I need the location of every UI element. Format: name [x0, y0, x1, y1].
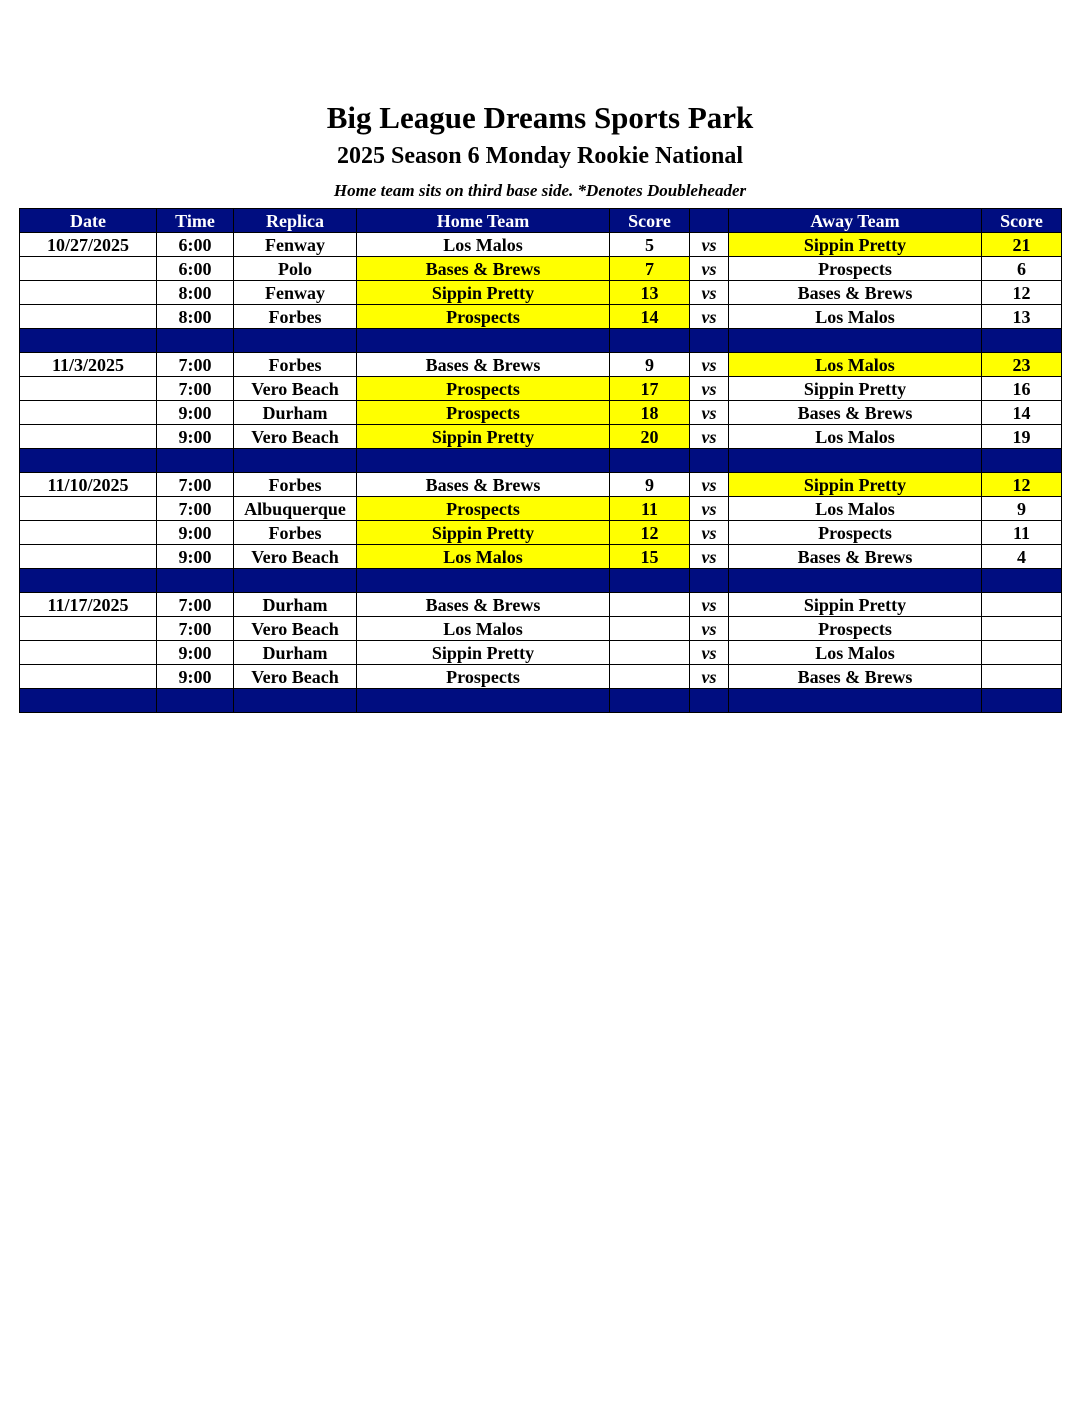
- away-score-cell: 21: [982, 233, 1062, 257]
- col-header-home-score: Score: [610, 209, 690, 233]
- time-cell: 9:00: [157, 425, 234, 449]
- col-header-date: Date: [20, 209, 157, 233]
- separator-cell: [729, 329, 982, 353]
- game-row: [20, 257, 1062, 281]
- header-row: [20, 209, 1062, 233]
- col-header-home-team: Home Team: [357, 209, 610, 233]
- home-team-cell: Sippin Pretty: [357, 521, 610, 545]
- page-title: Big League Dreams Sports Park: [326, 100, 754, 135]
- separator-cell: [357, 329, 610, 353]
- time-cell: 9:00: [157, 545, 234, 569]
- col-header-time: Time: [157, 209, 234, 233]
- replica-cell: Durham: [234, 593, 357, 617]
- separator-cell: [610, 569, 690, 593]
- game-row: [20, 497, 1062, 521]
- separator-cell: [234, 569, 357, 593]
- away-score-cell: 4: [982, 545, 1062, 569]
- week-separator-row: [20, 329, 1062, 353]
- replica-cell: Durham: [234, 641, 357, 665]
- date-cell: [20, 281, 157, 305]
- separator-cell: [982, 449, 1062, 473]
- separator-cell: [20, 449, 157, 473]
- replica-cell: Forbes: [234, 305, 357, 329]
- separator-cell: [690, 329, 729, 353]
- home-team-cell: Los Malos: [357, 545, 610, 569]
- home-score-cell: 17: [610, 377, 690, 401]
- date-cell: [20, 665, 157, 689]
- replica-cell: Vero Beach: [234, 425, 357, 449]
- separator-cell: [234, 689, 357, 713]
- vs-cell: vs: [690, 377, 729, 401]
- away-score-cell: 11: [982, 521, 1062, 545]
- vs-cell: vs: [690, 281, 729, 305]
- vs-cell: vs: [690, 497, 729, 521]
- date-cell: [20, 377, 157, 401]
- vs-cell: vs: [690, 305, 729, 329]
- date-cell: 11/10/2025: [20, 473, 157, 497]
- time-cell: 7:00: [157, 377, 234, 401]
- week-separator-row: [20, 689, 1062, 713]
- week-separator-row: [20, 449, 1062, 473]
- replica-cell: Durham: [234, 401, 357, 425]
- away-team-cell: Prospects: [729, 257, 982, 281]
- away-score-cell: 13: [982, 305, 1062, 329]
- separator-cell: [357, 569, 610, 593]
- away-team-cell: Los Malos: [729, 353, 982, 377]
- game-row: [20, 401, 1062, 425]
- date-cell: [20, 305, 157, 329]
- home-score-cell: 5: [610, 233, 690, 257]
- away-team-cell: Los Malos: [729, 641, 982, 665]
- date-cell: [20, 401, 157, 425]
- time-cell: 7:00: [157, 617, 234, 641]
- home-score-cell: [610, 665, 690, 689]
- time-cell: 8:00: [157, 305, 234, 329]
- replica-cell: Fenway: [234, 281, 357, 305]
- home-team-cell: Sippin Pretty: [357, 425, 610, 449]
- home-score-cell: 14: [610, 305, 690, 329]
- time-cell: 7:00: [157, 593, 234, 617]
- separator-cell: [982, 689, 1062, 713]
- home-score-cell: [610, 617, 690, 641]
- game-row: [20, 617, 1062, 641]
- game-row: [20, 641, 1062, 665]
- home-score-cell: 9: [610, 473, 690, 497]
- col-header-away-score: Score: [982, 209, 1062, 233]
- separator-cell: [690, 569, 729, 593]
- away-score-cell: [982, 641, 1062, 665]
- away-score-cell: 23: [982, 353, 1062, 377]
- home-score-cell: 20: [610, 425, 690, 449]
- game-row: [20, 593, 1062, 617]
- separator-cell: [610, 329, 690, 353]
- separator-cell: [157, 689, 234, 713]
- time-cell: 6:00: [157, 233, 234, 257]
- separator-cell: [20, 689, 157, 713]
- time-cell: 7:00: [157, 497, 234, 521]
- time-cell: 7:00: [157, 473, 234, 497]
- home-team-cell: Prospects: [357, 305, 610, 329]
- vs-cell: vs: [690, 233, 729, 257]
- replica-cell: Forbes: [234, 353, 357, 377]
- away-team-cell: Bases & Brews: [729, 401, 982, 425]
- away-team-cell: Sippin Pretty: [729, 377, 982, 401]
- away-team-cell: Bases & Brews: [729, 665, 982, 689]
- home-team-cell: Los Malos: [357, 617, 610, 641]
- game-row: [20, 521, 1062, 545]
- home-score-cell: 11: [610, 497, 690, 521]
- separator-cell: [157, 449, 234, 473]
- time-cell: 9:00: [157, 401, 234, 425]
- separator-cell: [982, 569, 1062, 593]
- game-row: [20, 545, 1062, 569]
- home-score-cell: 7: [610, 257, 690, 281]
- home-team-cell: Bases & Brews: [357, 473, 610, 497]
- time-cell: 9:00: [157, 641, 234, 665]
- separator-cell: [610, 689, 690, 713]
- separator-cell: [690, 689, 729, 713]
- col-header-vs: [690, 209, 729, 233]
- away-team-cell: Sippin Pretty: [729, 233, 982, 257]
- replica-cell: Forbes: [234, 473, 357, 497]
- date-cell: [20, 641, 157, 665]
- separator-cell: [729, 449, 982, 473]
- separator-cell: [729, 569, 982, 593]
- home-team-cell: Prospects: [357, 377, 610, 401]
- separator-cell: [20, 329, 157, 353]
- vs-cell: vs: [690, 665, 729, 689]
- home-team-cell: Prospects: [357, 665, 610, 689]
- col-header-replica: Replica: [234, 209, 357, 233]
- separator-cell: [729, 689, 982, 713]
- date-cell: 10/27/2025: [20, 233, 157, 257]
- home-score-cell: 15: [610, 545, 690, 569]
- away-score-cell: 14: [982, 401, 1062, 425]
- away-team-cell: Los Malos: [729, 425, 982, 449]
- date-cell: [20, 545, 157, 569]
- away-team-cell: Sippin Pretty: [729, 473, 982, 497]
- home-team-cell: Bases & Brews: [357, 353, 610, 377]
- col-header-away-team: Away Team: [729, 209, 982, 233]
- home-score-cell: [610, 641, 690, 665]
- home-score-cell: 12: [610, 521, 690, 545]
- away-score-cell: [982, 665, 1062, 689]
- time-cell: 6:00: [157, 257, 234, 281]
- replica-cell: Vero Beach: [234, 665, 357, 689]
- separator-cell: [157, 569, 234, 593]
- replica-cell: Albuquerque: [234, 497, 357, 521]
- vs-cell: vs: [690, 593, 729, 617]
- vs-cell: vs: [690, 425, 729, 449]
- away-team-cell: Prospects: [729, 521, 982, 545]
- replica-cell: Fenway: [234, 233, 357, 257]
- away-team-cell: Bases & Brews: [729, 545, 982, 569]
- home-team-cell: Prospects: [357, 401, 610, 425]
- game-row: [20, 425, 1062, 449]
- separator-cell: [157, 329, 234, 353]
- away-score-cell: 9: [982, 497, 1062, 521]
- game-row: [20, 665, 1062, 689]
- separator-cell: [234, 449, 357, 473]
- away-team-cell: Los Malos: [729, 305, 982, 329]
- replica-cell: Vero Beach: [234, 617, 357, 641]
- separator-cell: [234, 329, 357, 353]
- away-score-cell: 16: [982, 377, 1062, 401]
- vs-cell: vs: [690, 473, 729, 497]
- separator-cell: [357, 689, 610, 713]
- separator-cell: [982, 329, 1062, 353]
- date-cell: [20, 617, 157, 641]
- home-team-cell: Bases & Brews: [357, 593, 610, 617]
- time-cell: 8:00: [157, 281, 234, 305]
- away-team-cell: Bases & Brews: [729, 281, 982, 305]
- replica-cell: Polo: [234, 257, 357, 281]
- home-score-cell: 18: [610, 401, 690, 425]
- away-score-cell: 12: [982, 473, 1062, 497]
- vs-cell: vs: [690, 641, 729, 665]
- away-score-cell: [982, 617, 1062, 641]
- game-row: [20, 305, 1062, 329]
- game-row: [20, 281, 1062, 305]
- away-score-cell: [982, 593, 1062, 617]
- home-team-cell: Prospects: [357, 497, 610, 521]
- date-cell: [20, 425, 157, 449]
- date-cell: [20, 257, 157, 281]
- replica-cell: Vero Beach: [234, 545, 357, 569]
- away-team-cell: Prospects: [729, 617, 982, 641]
- away-team-cell: Los Malos: [729, 497, 982, 521]
- time-cell: 9:00: [157, 665, 234, 689]
- date-cell: 11/17/2025: [20, 593, 157, 617]
- home-score-cell: 9: [610, 353, 690, 377]
- vs-cell: vs: [690, 401, 729, 425]
- away-score-cell: 12: [982, 281, 1062, 305]
- game-row: [20, 353, 1062, 377]
- vs-cell: vs: [690, 617, 729, 641]
- home-team-cell: Sippin Pretty: [357, 281, 610, 305]
- replica-cell: Forbes: [234, 521, 357, 545]
- game-row: [20, 233, 1062, 257]
- away-team-cell: Sippin Pretty: [729, 593, 982, 617]
- vs-cell: vs: [690, 257, 729, 281]
- schedule-body: [20, 233, 1062, 713]
- home-team-cell: Sippin Pretty: [357, 641, 610, 665]
- game-row: [20, 473, 1062, 497]
- vs-cell: vs: [690, 545, 729, 569]
- schedule-note: Home team sits on third base side. *Denotes Doubleheader: [333, 181, 747, 200]
- date-cell: [20, 497, 157, 521]
- game-row: [20, 377, 1062, 401]
- home-team-cell: Bases & Brews: [357, 257, 610, 281]
- home-score-cell: 13: [610, 281, 690, 305]
- time-cell: 9:00: [157, 521, 234, 545]
- separator-cell: [690, 449, 729, 473]
- vs-cell: vs: [690, 521, 729, 545]
- away-score-cell: 6: [982, 257, 1062, 281]
- date-cell: [20, 521, 157, 545]
- separator-cell: [610, 449, 690, 473]
- date-cell: 11/3/2025: [20, 353, 157, 377]
- page-subtitle: 2025 Season 6 Monday Rookie National: [336, 143, 744, 169]
- separator-cell: [20, 569, 157, 593]
- separator-cell: [357, 449, 610, 473]
- week-separator-row: [20, 569, 1062, 593]
- vs-cell: vs: [690, 353, 729, 377]
- home-team-cell: Los Malos: [357, 233, 610, 257]
- away-score-cell: 19: [982, 425, 1062, 449]
- home-score-cell: [610, 593, 690, 617]
- time-cell: 7:00: [157, 353, 234, 377]
- schedule-table: [19, 208, 1062, 713]
- replica-cell: Vero Beach: [234, 377, 357, 401]
